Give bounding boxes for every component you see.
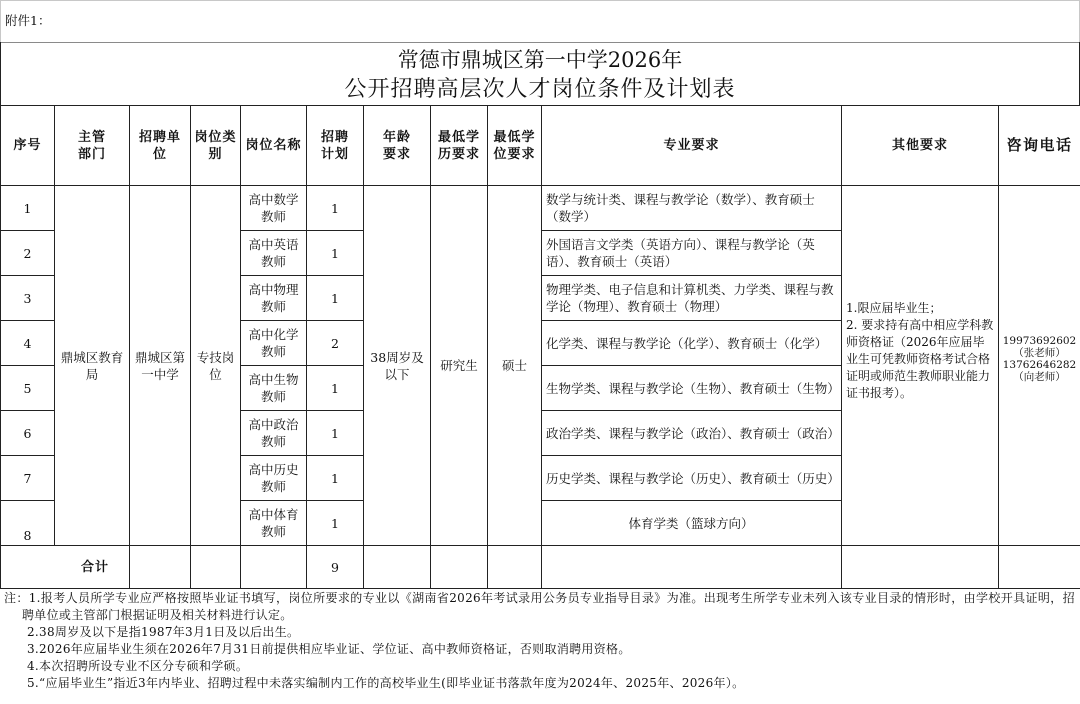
contact-name: （张老师） xyxy=(1013,346,1066,359)
post-name-cell: 高中物理 教师 xyxy=(241,276,307,321)
note-item: 4.本次招聘所设专业不区分专硕和学硕。 xyxy=(27,659,249,673)
contact-name: （向老师） xyxy=(1013,370,1066,383)
notes-label: 注： xyxy=(4,591,29,605)
post-name-cell: 高中生物 教师 xyxy=(241,366,307,411)
major-cell: 数学与统计类、课程与教学论（数学）、教育硕士（数学） xyxy=(542,186,842,231)
plan-cell: 1 xyxy=(307,456,364,501)
major-cell: 历史学类、课程与教学论（历史）、教育硕士（历史） xyxy=(542,456,842,501)
header-department: 主管 部门 xyxy=(55,106,130,186)
contact-phone: 13762646282 xyxy=(1002,358,1077,371)
row-no: 5 xyxy=(1,366,55,411)
header-post-name: 岗位名称 xyxy=(241,106,307,186)
header-post-type: 岗位类 别 xyxy=(191,106,241,186)
attachment-label: 附件1： xyxy=(0,0,1080,43)
employer-cell: 鼎城区第 一中学 xyxy=(130,186,191,546)
total-plan: 9 xyxy=(307,546,364,589)
plan-cell: 1 xyxy=(307,366,364,411)
contact-cell xyxy=(999,186,1080,546)
header-no: 序号 xyxy=(1,106,55,186)
note-item: 3.2026年应届毕业生须在2026年7月31日前提供相应毕业证、学位证、高中教师资格证，否则取消聘用资格。 xyxy=(27,642,631,656)
contact-phone: 19973692602 xyxy=(1002,334,1077,347)
post-name-cell: 高中数学 教师 xyxy=(241,186,307,231)
notes xyxy=(0,589,1080,704)
empty-cell xyxy=(999,546,1080,589)
header-row xyxy=(1,106,1080,186)
row-no: 7 xyxy=(1,456,55,501)
row-no: 1 xyxy=(1,186,55,231)
plan-cell: 1 xyxy=(307,186,364,231)
title-line-1: 常德市鼎城区第一中学2026年 xyxy=(397,48,683,72)
total-label: 合计 xyxy=(1,546,130,589)
empty-cell xyxy=(191,546,241,589)
row-no: 6 xyxy=(1,411,55,456)
post-name-cell: 高中英语 教师 xyxy=(241,231,307,276)
plan-cell: 1 xyxy=(307,411,364,456)
major-cell: 政治学类、课程与教学论（政治）、教育硕士（政治） xyxy=(542,411,842,456)
empty-cell xyxy=(842,546,999,589)
post-type-cell: 专技岗 位 xyxy=(191,186,241,546)
note-item: 2.38周岁及以下是指1987年3月1日及以后出生。 xyxy=(27,625,300,639)
major-cell: 体育学类（篮球方向） xyxy=(542,501,842,546)
plan-cell: 1 xyxy=(307,231,364,276)
age-cell: 38周岁及 以下 xyxy=(364,186,431,546)
major-cell: 外国语言文学类（英语方向）、课程与教学论（英语）、教育硕士（英语） xyxy=(542,231,842,276)
plan-cell: 2 xyxy=(307,321,364,366)
education-cell: 研究生 xyxy=(431,186,488,546)
empty-cell xyxy=(542,546,842,589)
row-no: 3 xyxy=(1,276,55,321)
header-contact: 咨询电话 xyxy=(999,106,1080,186)
major-cell: 生物学类、课程与教学论（生物）、教育硕士（生物） xyxy=(542,366,842,411)
plan-cell: 1 xyxy=(307,501,364,546)
header-plan: 招聘 计划 xyxy=(307,106,364,186)
header-degree: 最低学 位要求 xyxy=(488,106,542,186)
total-row xyxy=(1,546,1080,589)
department-cell: 鼎城区教育 局 xyxy=(55,186,130,546)
row-no: 8 xyxy=(1,501,55,546)
header-major: 专业要求 xyxy=(542,106,842,186)
major-cell: 物理学类、电子信息和计算机类、力学类、课程与教学论（物理）、教育硕士（物理） xyxy=(542,276,842,321)
header-employer: 招聘单 位 xyxy=(130,106,191,186)
post-name-cell: 高中政治 教师 xyxy=(241,411,307,456)
empty-cell xyxy=(431,546,488,589)
note-item xyxy=(0,590,1075,624)
empty-cell xyxy=(364,546,431,589)
other-requirements-cell xyxy=(842,186,999,546)
other-requirement-item: 1.限应届毕业生； xyxy=(846,300,942,315)
note-text: 1.报考人员所学专业应严格按照毕业证书填写，岗位所要求的专业以《湖南省2026年考试录用公务员专业指导目录》为准。出现考生所学专业未列入该专业目录的情形时，由学校开具证明，招聘单位或主管部门根据证明及相关材料进行认定。 xyxy=(22,591,1075,622)
post-name-cell: 高中化学 教师 xyxy=(241,321,307,366)
recruitment-table xyxy=(0,105,1080,589)
header-education: 最低学 历要求 xyxy=(431,106,488,186)
other-requirement-item: 2. 要求持有高中相应学科教师资格证（2026年应届毕业生可凭教师资格考试合格证明或师范生教师职业能力证书报考）。 xyxy=(846,317,994,400)
title-block xyxy=(0,42,1080,106)
title-line-2: 公开招聘高层次人才岗位条件及计划表 xyxy=(344,77,736,102)
plan-cell: 1 xyxy=(307,276,364,321)
empty-cell xyxy=(130,546,191,589)
row-no: 2 xyxy=(1,231,55,276)
post-name-cell: 高中体育 教师 xyxy=(241,501,307,546)
empty-cell xyxy=(241,546,307,589)
empty-cell xyxy=(488,546,542,589)
degree-cell: 硕士 xyxy=(488,186,542,546)
post-name-cell: 高中历史 教师 xyxy=(241,456,307,501)
table-row xyxy=(1,186,1080,231)
header-other: 其他要求 xyxy=(842,106,999,186)
row-no: 4 xyxy=(1,321,55,366)
header-age: 年龄 要求 xyxy=(364,106,431,186)
note-item: 5.“应届毕业生”指近3年内毕业、招聘过程中未落实编制内工作的高校毕业生(即毕业证书落款年度为2024年、2025年、2026年）。 xyxy=(27,676,745,690)
major-cell: 化学类、课程与教学论（化学）、教育硕士（化学） xyxy=(542,321,842,366)
